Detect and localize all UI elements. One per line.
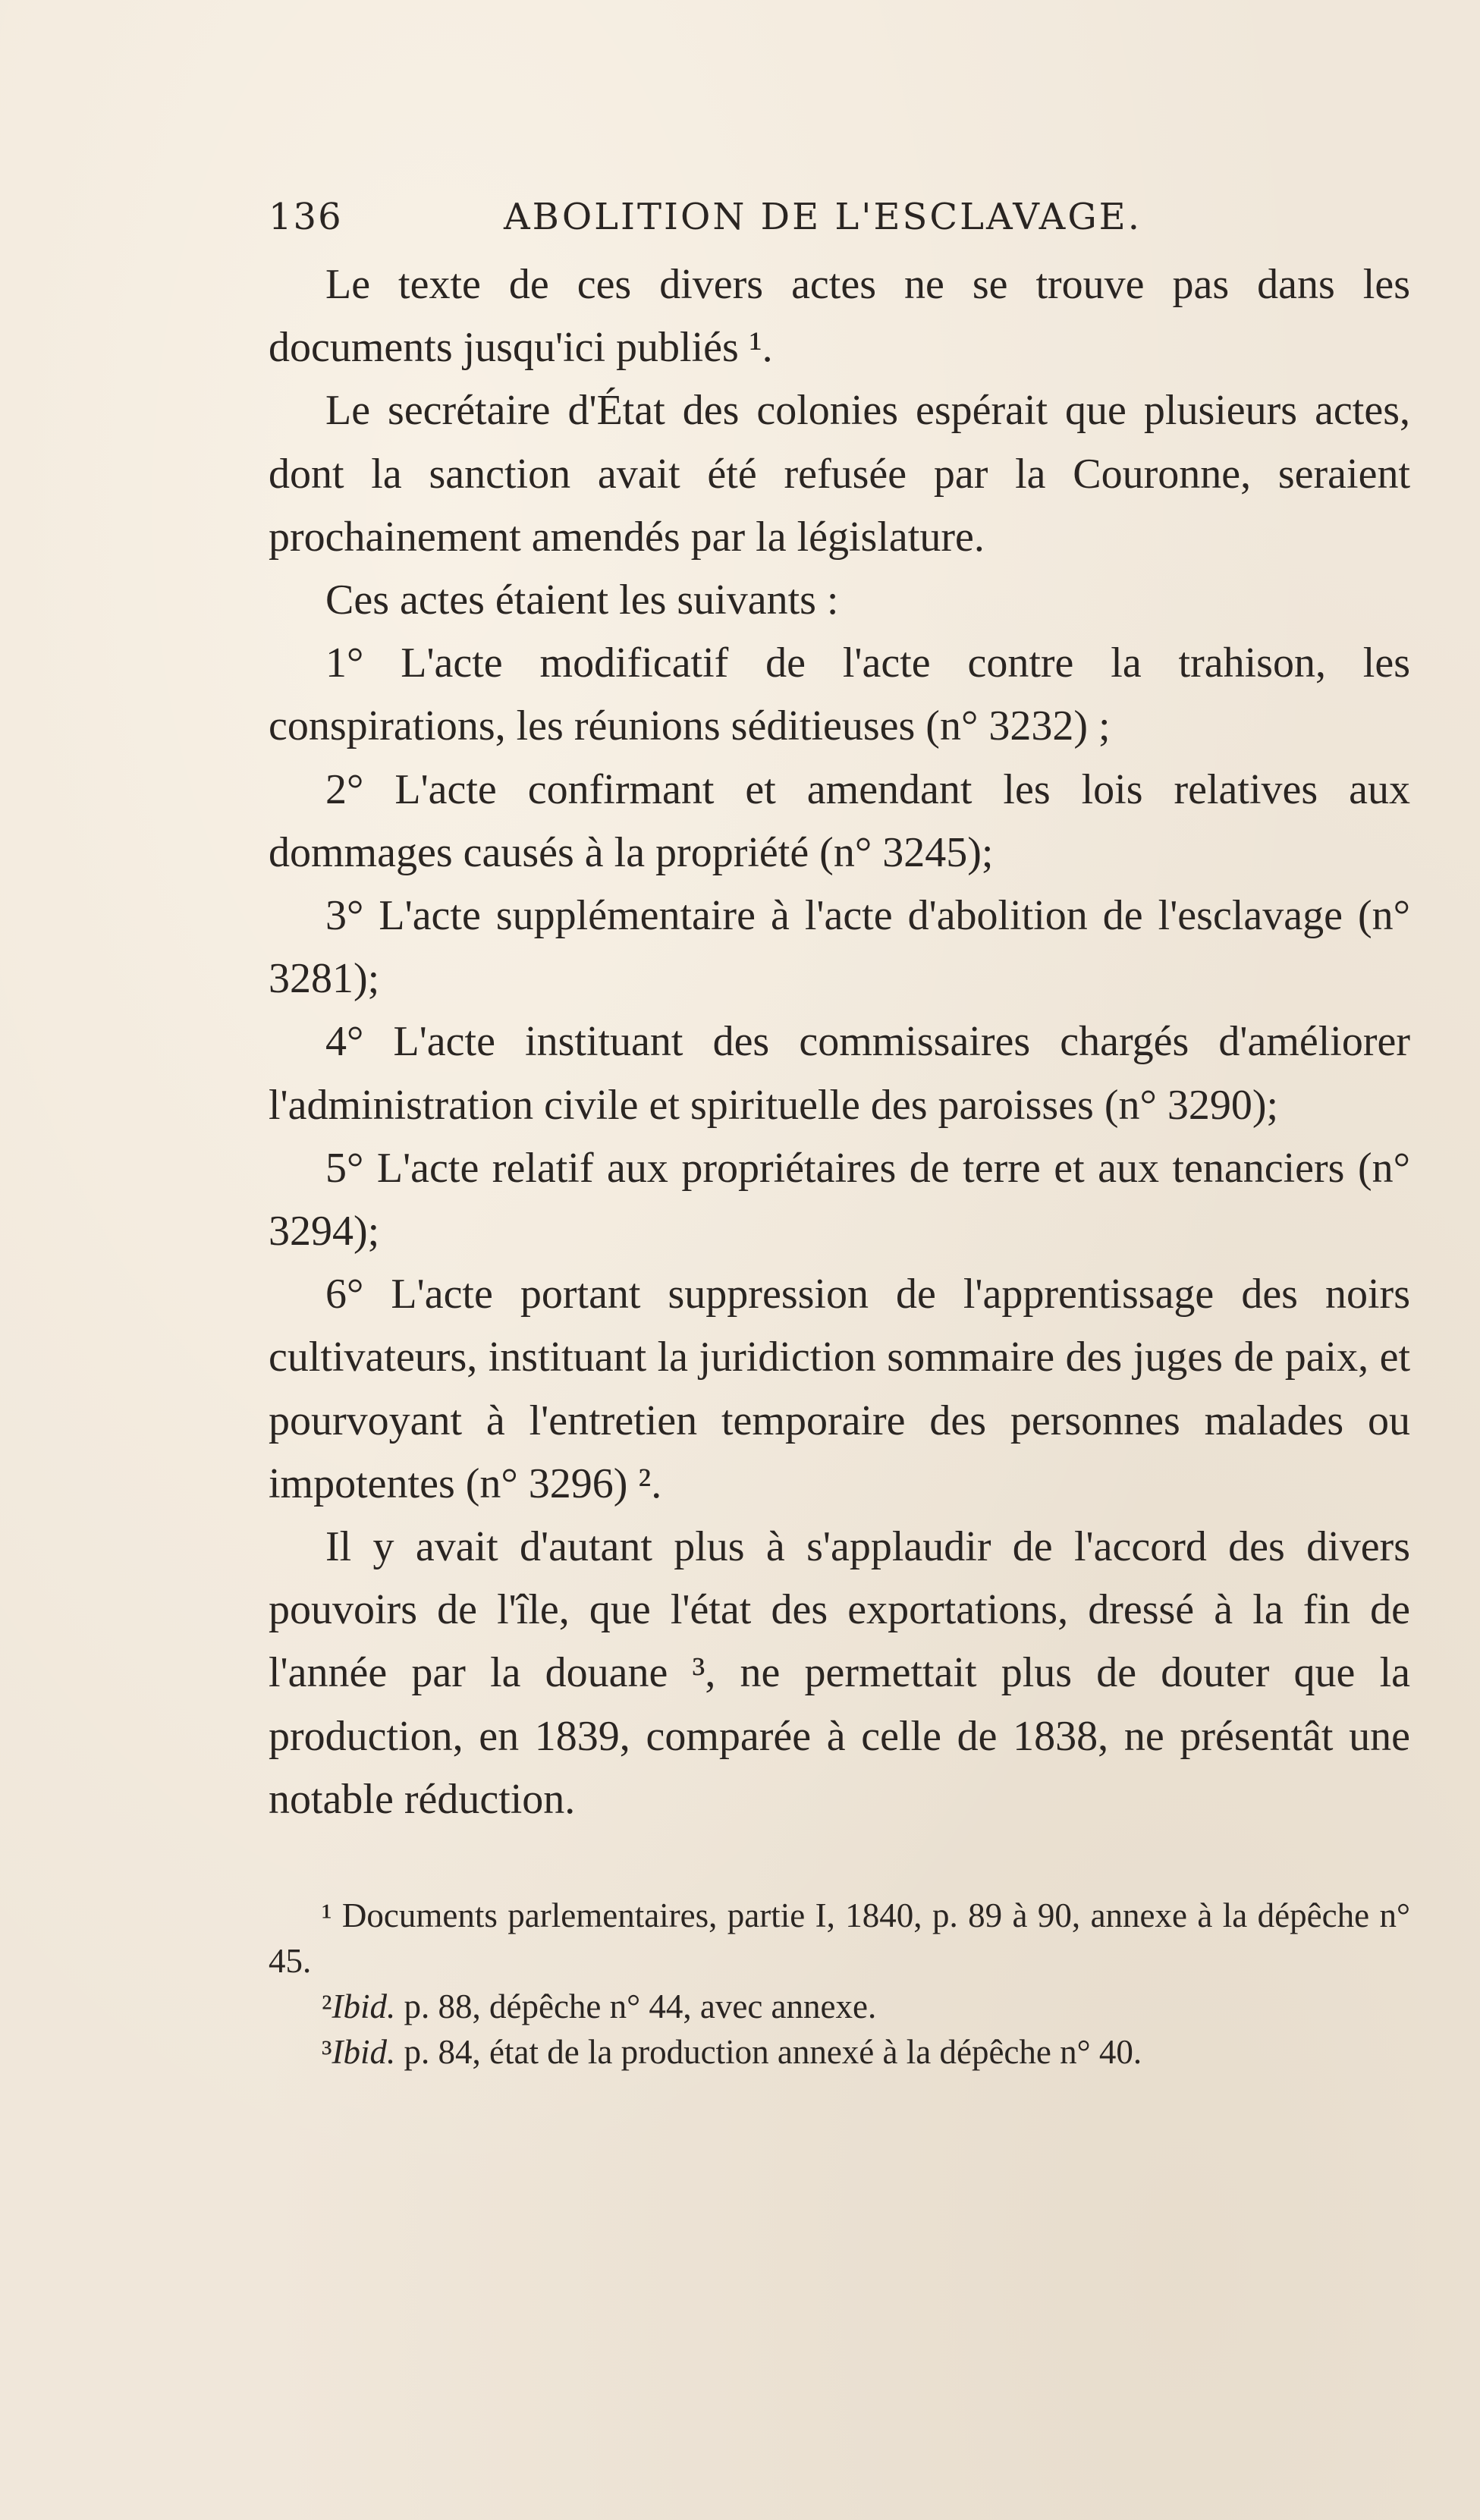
list-item-act-4: 4° L'acte instituant des commissaires chargés d'améliorer l'administration civile et spirituelle des paroisses (n° 3290); [269, 1018, 1410, 1129]
running-title: ABOLITION DE L'ESCLAVAGE. [504, 196, 1142, 238]
footnote-text: Documents parlementaires, partie I, 1840, p. 89 à 90, annexe à la dépêche n° 45. [269, 1896, 1410, 1980]
paragraph-intro: Le texte de ces divers actes ne se trouve pas dans les documents jusqu'ici publiés ¹. [269, 261, 1410, 372]
paragraph-list-intro: Ces actes étaient les suivants : [325, 577, 839, 624]
footnote-text: p. 84, état de la production annexé à la dépêche n° 40. [395, 2033, 1142, 2071]
list-item-act-6: 6° L'acte portant suppression de l'apprentissage des noirs cultivateurs, instituant la juridiction sommaire des juges de paix, et pourvoyant à l'entretien temporaire des personnes malades ou impotentes (n° 3296) ². [269, 1271, 1410, 1507]
footnote-ibid: Ibid. [332, 2033, 396, 2071]
footnote-text: p. 88, dépêche n° 44, avec annexe. [395, 1987, 877, 2025]
list-item-act-3: 3° L'acte supplémentaire à l'acte d'abolition de l'esclavage (n° 3281); [269, 892, 1410, 1003]
footnote-3 [269, 2029, 1410, 2075]
paragraph-exports: Il y avait d'autant plus à s'applaudir de l'accord des divers pouvoirs de l'île, que l'état des exportations, dressé à la fin de l'année par la douane ³, ne permettait plus de douter que la production, en 1839, comparée à celle de 1838, ne présentât une notable réduction. [269, 1523, 1410, 1823]
list-item-act-5: 5° L'acte relatif aux propriétaires de terre et aux tenanciers (n° 3294); [269, 1144, 1410, 1255]
running-header [269, 196, 1209, 241]
footnote-ibid: Ibid. [332, 1987, 396, 2025]
list-item-act-1: 1° L'acte modificatif de l'acte contre la trahison, les conspirations, les réunions séditieuses (n° 3232) ; [269, 639, 1410, 750]
footnote-2 [269, 1984, 1410, 2029]
page-number: 136 [269, 196, 343, 238]
footnote-mark: ² [322, 1987, 332, 2025]
footnote-mark: ¹ [322, 1896, 332, 1934]
main-text [269, 253, 1410, 1831]
footnote-1 [269, 1893, 1410, 1984]
footnotes [269, 1893, 1410, 2075]
paragraph-secretary: Le secrétaire d'État des colonies espérait que plusieurs actes, dont la sanction avait été refusée par la Couronne, seraient prochainement amendés par la législature. [269, 387, 1410, 561]
footnote-mark: ³ [322, 2033, 332, 2071]
list-item-act-2: 2° L'acte confirmant et amendant les lois relatives aux dommages causés à la propriété (n° 3245); [269, 765, 1410, 876]
